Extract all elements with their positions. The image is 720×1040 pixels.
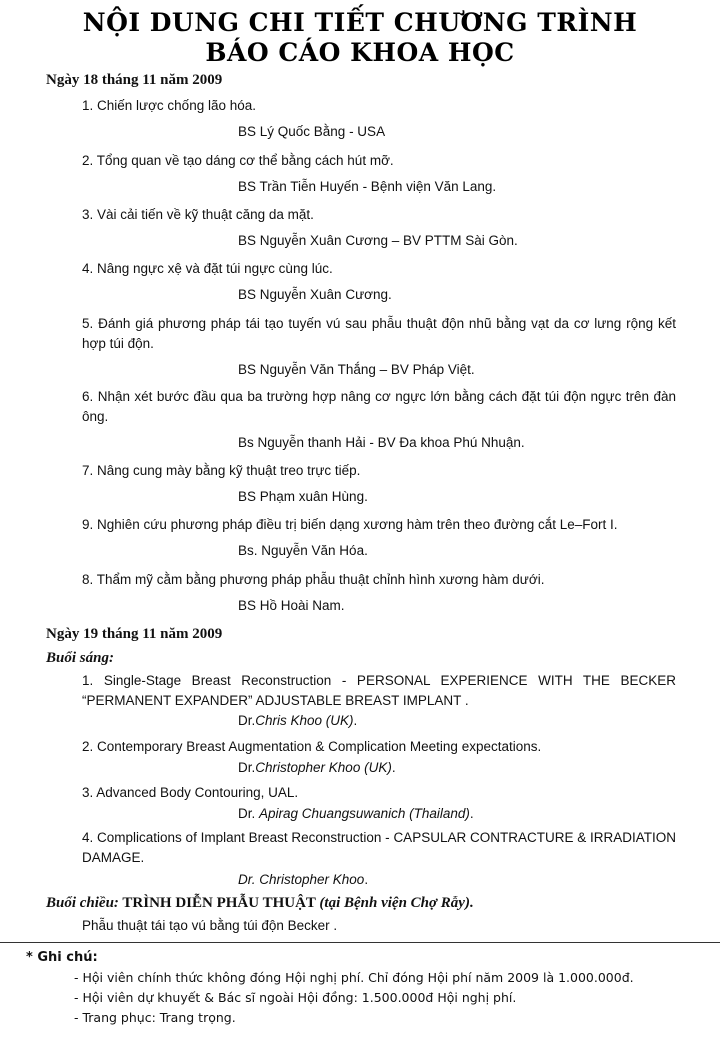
day1-speaker-7: BS Phạm xuân Hùng. [238, 489, 368, 504]
afternoon-session: Buổi chiều: TRÌNH DIỄN PHẪU THUẬT (tại Bệnh viện Chợ Rẫy). [46, 895, 474, 911]
day1-speaker-3: BS Nguyễn Xuân Cương – BV PTTM Sài Gòn. [238, 233, 518, 248]
day1-speaker-4: BS Nguyễn Xuân Cương. [238, 287, 392, 302]
day1-speaker-9: Bs. Nguyễn Văn Hóa. [238, 543, 368, 558]
day2-speaker-4: Dr. Christopher Khoo. [238, 872, 369, 887]
page-title: NỘI DUNG CHI TIẾT CHƯƠNG TRÌNH [82, 8, 638, 37]
day2-topic-1: 1. Single-Stage Breast Reconstruction - PERSONAL EXPERIENCE WITH THE BECKER “PERMANENT EXPANDER” ADJUSTABLE BREAST IMPLANT . [82, 673, 676, 708]
page-subtitle: BÁO CÁO KHOA HỌC [205, 38, 515, 67]
afternoon-item: Phẫu thuật tái tạo vú bằng túi độn Becker . [82, 918, 338, 933]
notes-heading: * Ghi chú: [26, 950, 98, 965]
day1-topic-7: 7. Nâng cung mày bằng kỹ thuật treo trực tiếp. [82, 463, 361, 478]
day1-topic-1: 1. Chiến lược chống lão hóa. [82, 98, 256, 113]
day1-topic-3: 3. Vài cải tiến về kỹ thuật căng da mặt. [82, 207, 314, 222]
note-item-3: - Trang phục: Trang trọng. [74, 1010, 236, 1025]
day1-topic-6: 6. Nhận xét bước đầu qua ba trường hợp nâng cơ ngực lớn bằng cách đặt túi độn ngực trên đàn ông. [82, 389, 676, 424]
day1-topic-5: 5. Đánh giá phương pháp tái tạo tuyến vú sau phẫu thuật độn nhũ bằng vạt da cơ lưng rộng kết hợp túi độn. [82, 316, 676, 351]
day1-topic-2: 2. Tổng quan về tạo dáng cơ thể bằng cách hút mỡ. [82, 153, 394, 168]
day1-speaker-2: BS Trần Tiễn Huyến - Bệnh viện Văn Lang. [238, 179, 497, 194]
day1-speaker-1: BS Lý Quốc Bằng - USA [238, 124, 386, 139]
day1-speaker-8: BS Hồ Hoài Nam. [238, 598, 345, 613]
day2-topic-2: 2. Contemporary Breast Augmentation & Complication Meeting expectations. [82, 739, 542, 754]
day2-topic-3: 3. Advanced Body Contouring, UAL. [82, 785, 299, 800]
day1-topic-4: 4. Nâng ngực xệ và đặt túi ngực cùng lúc. [82, 261, 333, 276]
day1-date: Ngày 18 tháng 11 năm 2009 [46, 72, 223, 88]
day1-topic-9: 9. Nghiên cứu phương pháp điều trị biến dạng xương hàm trên theo đường cắt Le–Fort I. [82, 517, 618, 532]
day2-speaker-2: Dr.Christopher Khoo (UK). [238, 760, 396, 775]
divider [0, 942, 720, 943]
day2-speaker-3: Dr. Apirag Chuangsuwanich (Thailand). [238, 806, 474, 821]
day1-speaker-6: Bs Nguyễn thanh Hải - BV Đa khoa Phú Nhuận. [238, 435, 525, 450]
day2-date: Ngày 19 tháng 11 năm 2009 [46, 626, 223, 642]
day1-topic-8: 8. Thẩm mỹ cằm bằng phương pháp phẫu thuật chỉnh hình xương hàm dưới. [82, 572, 545, 587]
day1-speaker-5: BS Nguyễn Văn Thắng – BV Pháp Việt. [238, 362, 475, 377]
note-item-2: - Hội viên dự khuyết & Bác sĩ ngoài Hội đồng: 1.500.000đ Hội nghị phí. [74, 990, 517, 1005]
day2-topic-4: 4. Complications of Implant Breast Reconstruction - CAPSULAR CONTRACTURE & IRRADIATION DAMAGE. [82, 830, 676, 865]
day2-speaker-1: Dr.Chris Khoo (UK). [238, 713, 358, 728]
morning-label: Buổi sáng: [46, 650, 114, 666]
note-item-1: - Hội viên chính thức không đóng Hội nghị phí. Chỉ đóng Hội phí năm 2009 là 1.000.000đ. [74, 970, 634, 985]
